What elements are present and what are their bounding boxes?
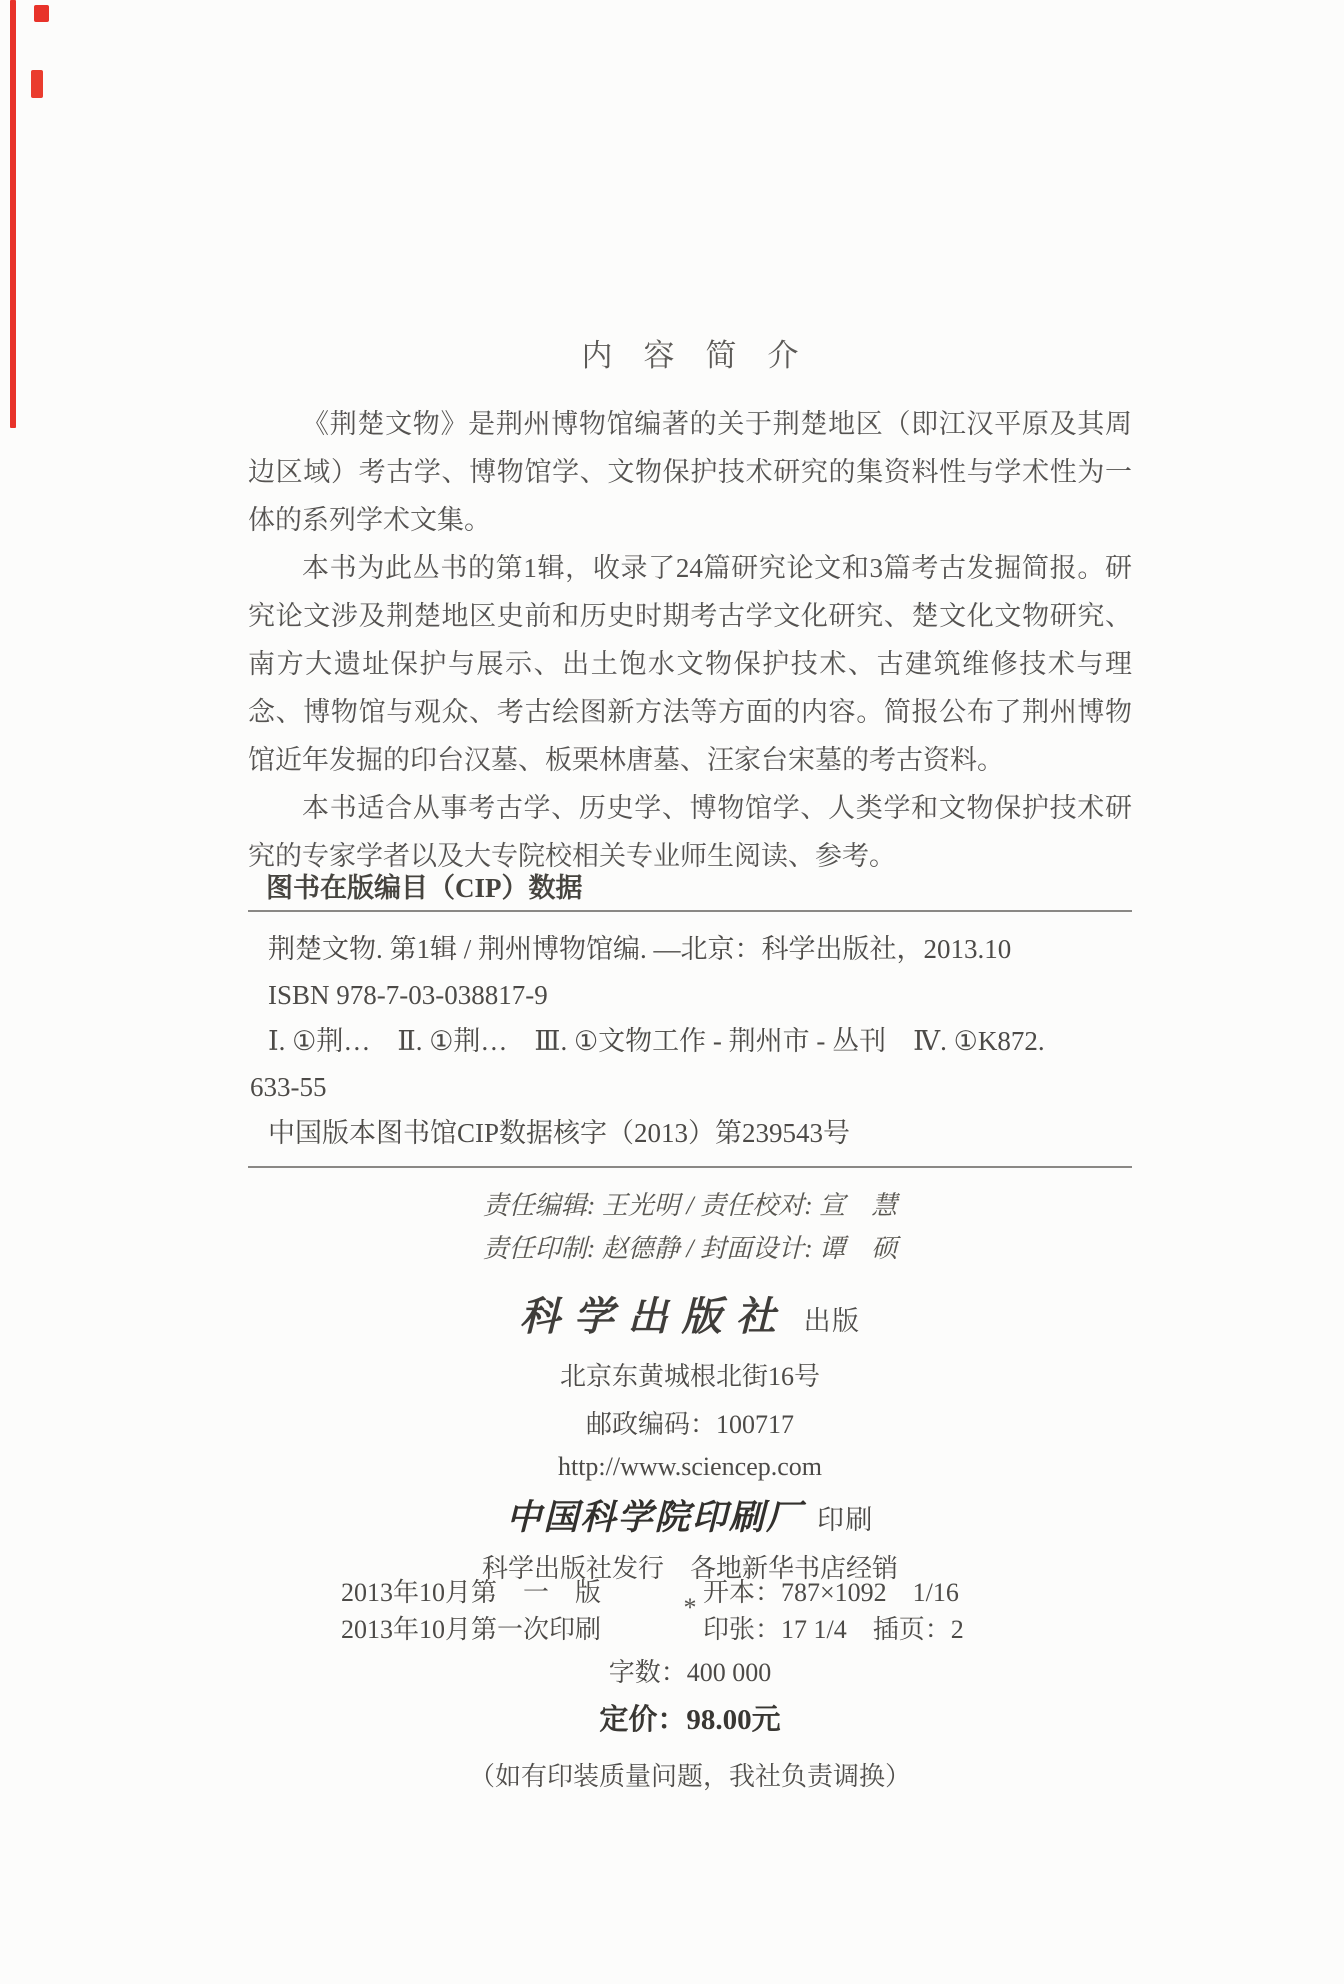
intro-line: 南方大遗址保护与展示、出土饱水文物保护技术、古建筑维修技术与理 [248, 649, 1132, 679]
divider-rule-bottom [248, 1166, 1132, 1168]
edition-printing-date: 2013年10月第一次印刷 [341, 1615, 602, 1644]
cip-lines [248, 912, 1132, 1166]
edition-format: 开本：787×1092 1/16 [703, 1578, 959, 1607]
intro-line: 本书为此丛书的第1辑，收录了24篇研究论文和3篇考古发掘简报。研 [302, 553, 1132, 583]
publisher-address: 北京东黄城根北街16号 [559, 1362, 820, 1391]
staff-line-printing-design: 责任印制: 赵德静 / 封面设计: 谭 硕 [482, 1234, 898, 1263]
printer-logo: 中国科学院印刷厂 [506, 1498, 804, 1537]
scan-artifact-red-mark [34, 5, 49, 22]
separator-asterisk: * [683, 1593, 697, 1622]
cip-line-title: 荆楚文物. 第1辑 / 荆州博物馆编. —北京：科学出版社，2013.10 [268, 934, 1012, 964]
intro-line: 《荆楚文物》是荆州博物馆编著的关于荆楚地区（即江汉平原及其周 [302, 409, 1132, 439]
page-content [248, 0, 1132, 1984]
cip-line-isbn: ISBN 978-7-03-038817-9 [268, 980, 548, 1010]
edition-block [248, 1574, 1132, 1793]
intro-text [248, 400, 1132, 880]
staff-line-editors: 责任编辑: 王光明 / 责任校对: 宣 慧 [482, 1191, 898, 1220]
scan-artifact-red-bar [10, 0, 16, 428]
intro-line: 究论文涉及荆楚地区史前和历史时期考古学文化研究、楚文化文物研究、 [248, 601, 1132, 631]
cip-heading: 图书在版编目（CIP）数据 [266, 873, 583, 903]
cip-line-classification: Ⅰ. ①荆… Ⅱ. ①荆… Ⅲ. ①文物工作 - 荆州市 - 丛刊 Ⅳ. ①K872. [268, 1026, 1045, 1056]
intro-line: 馆近年发掘的印台汉墓、板栗林唐墓、汪家台宋墓的考古资料。 [248, 745, 1004, 775]
edition-row-2 [248, 1611, 1132, 1648]
intro-line: 究的专家学者以及大专院校相关专业师生阅读、参考。 [248, 841, 896, 871]
intro-line: 边区域）考古学、博物馆学、文物保护技术研究的集资料性与学术性为一 [248, 457, 1132, 487]
publisher-website: http://www.sciencep.com [557, 1452, 823, 1481]
publisher-postcode: 邮政编码：100717 [585, 1410, 794, 1439]
publisher-logo-line [248, 1290, 1132, 1344]
word-count: 字数：400 000 [608, 1658, 772, 1687]
intro-line: 念、博物馆与观众、考古绘图新方法等方面的内容。简报公布了荆州博物 [248, 697, 1132, 727]
scan-artifact-red-mark [31, 70, 43, 98]
quality-note: （如有印装质量问题，我社负责调换） [468, 1762, 911, 1791]
intro-line: 体的系列学术文集。 [248, 505, 491, 535]
cip-line-record-number: 中国版本图书馆CIP数据核字（2013）第239543号 [268, 1118, 851, 1148]
edition-date-first: 2013年10月第 一 版 [341, 1578, 602, 1607]
printer-logo-line [248, 1494, 1132, 1542]
publish-label: 出版 [803, 1306, 861, 1336]
edition-row-1 [248, 1574, 1132, 1611]
distribution-line: 科学出版社发行 各地新华书店经销 [481, 1554, 898, 1583]
cip-line-classification-cont: 633-55 [250, 1072, 327, 1102]
price-line: 定价：98.00元 [599, 1704, 781, 1736]
publisher-logo: 科学出版社 [519, 1294, 790, 1339]
cip-block [248, 872, 1132, 1168]
page-title: 内 容 简 介 [581, 338, 799, 373]
intro-line: 本书适合从事考古学、历史学、博物馆学、人类学和文物保护技术研 [302, 793, 1132, 823]
edition-sheets: 印张：17 1/4 插页：2 [703, 1615, 964, 1644]
printer-label: 印刷 [817, 1505, 874, 1535]
staff-credits [248, 1184, 1132, 1270]
